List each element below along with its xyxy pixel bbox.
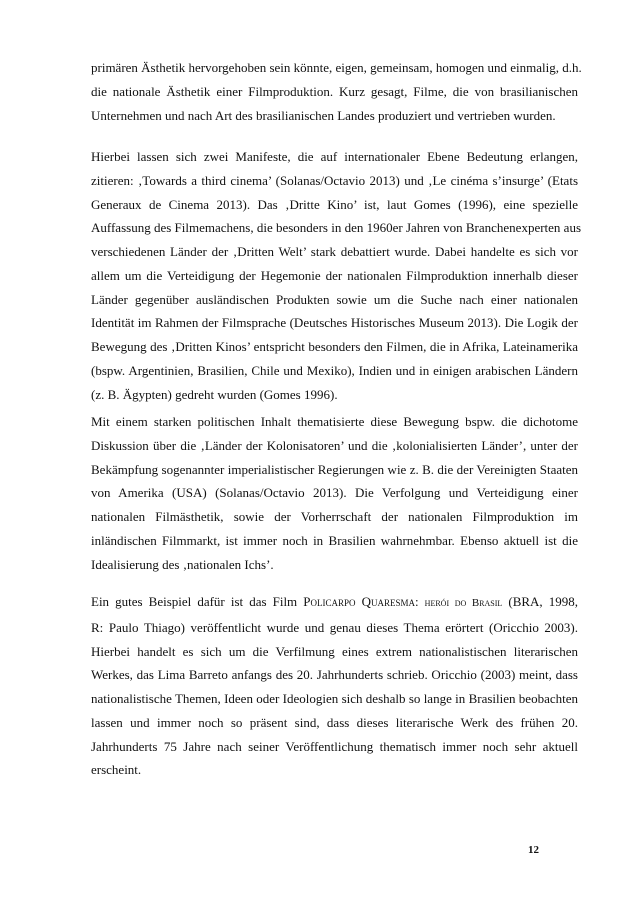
page-number: 12 [528, 844, 539, 856]
text-line: Hierbei lassen sich zwei Manifeste, die auf internationaler Ebene Bedeutung erlangen, [91, 149, 578, 164]
text-line: von Amerika (USA) (Solanas/Octavio 2013). Die Verfolgung und Verteidigung einer [91, 485, 578, 501]
text-line: lassen und immer noch so präsent sind, dass dieses literarische Werk des frühen 20. [91, 714, 578, 730]
text-line: die nationale Ästhetik einer Filmproduktion. Kurz gesagt, Filme, die von brasilianischen [91, 83, 578, 99]
film-title-part-1: Policarpo Quaresma: [303, 594, 419, 609]
text-line: (bspw. Argentinien, Brasilien, Chile und Mexiko), Indien und in einigen arabischen Ländern [91, 362, 578, 378]
text-line: Unternehmen und nach Art des brasilianischen Landes produziert und vertrieben wurden. [91, 107, 556, 123]
text-line: Hierbei handelt es sich um die Verfilmung eines extrem nationalistischen literarischen [91, 643, 578, 659]
paragraph-2 [91, 145, 582, 406]
text-line: Mit einem starken politischen Inhalt thematisierte diese Bewegung bspw. die dichotome [91, 414, 578, 429]
text-line: Bekämpfung sogenannter imperialistischer Regierungen wie z. B. die der Vereinigten Staaten [91, 461, 578, 477]
text-line: Werkes, das Lima Barreto anfangs des 20. Jahrhunderts schrieb. Oricchio (2003) meint, dass [91, 667, 578, 683]
text-line: inländischen Filmmarkt, ist immer noch in Brasilien wahrnehmbar. Ebenso aktuell ist die [91, 532, 578, 548]
text-line: erscheint. [91, 762, 142, 778]
paragraph-4 [91, 590, 578, 782]
line-text-before-title: Ein gutes Beispiel dafür ist das Film [91, 594, 298, 609]
text-line: Idealisierung des ‚nationalen Ichs’. [91, 556, 274, 572]
text-line: nationalistische Themen, Ideen oder Ideologien sich deshalb so lange in Brasilien beobachten [91, 691, 578, 706]
text-line: primären Ästhetik hervorgehoben sein könnte, eigen, gemeinsam, homogen und einmalig, d.h. [91, 60, 582, 75]
text-line: verschiedenen Länder der ‚Dritten Welt’ stark debattiert wurde. Dabei handelte es sich vor [91, 244, 578, 259]
text-line: Länder gegenüber ausländischen Produkten sowie um die Suche nach einer nationalen [91, 291, 578, 307]
text-line: Bewegung des ‚Dritten Kinos’ entspricht besonders den Filmen, die in Afrika, Lateinamerika [91, 339, 578, 354]
film-title-part-2: herói do Brasil [424, 597, 503, 609]
text-line [91, 590, 578, 616]
paragraph-1 [91, 56, 582, 127]
text-line: (z. B. Ägypten) gedreht wurden (Gomes 1996). [91, 386, 338, 402]
text-line: Identität im Rahmen der Filmsprache (Deutsches Historisches Museum 2013). Die Logik der [91, 315, 578, 331]
text-line: Auffassung des Filmemachens, die besonders in den 1960er Jahren von Branchenexperten aus [91, 220, 582, 236]
text-line: Generaux de Cinema 2013). Das ‚Dritte Kino’ ist, laut Gomes (1996), eine spezielle [91, 196, 578, 212]
film-title [303, 594, 502, 609]
text-line: zitieren: ‚Towards a third cinema’ (Solanas/Octavio 2013) und ‚Le cinéma s’insurge’ (Etats [91, 172, 578, 188]
text-line: Diskussion über die ‚Länder der Kolonisatoren’ und die ‚kolonialisierten Länder’, unter der [91, 437, 578, 453]
paragraph-3 [91, 410, 578, 576]
text-line: allem um die Verteidigung der Hegemonie der nationalen Filmproduktion innerhalb dieser [91, 267, 578, 283]
text-line: Jahrhunderts 75 Jahre nach seiner Veröffentlichung thematisch immer noch sehr aktuell [91, 738, 578, 754]
text-line: nationalen Filmästhetik, sowie der Vorherrschaft der nationalen Filmproduktion im [91, 509, 578, 524]
text-line: R: Paulo Thiago) veröffentlicht wurde und genau dieses Thema erörtert (Oricchio 2003). [91, 619, 578, 635]
line-text-after-title: (BRA, 1998, [508, 594, 578, 609]
